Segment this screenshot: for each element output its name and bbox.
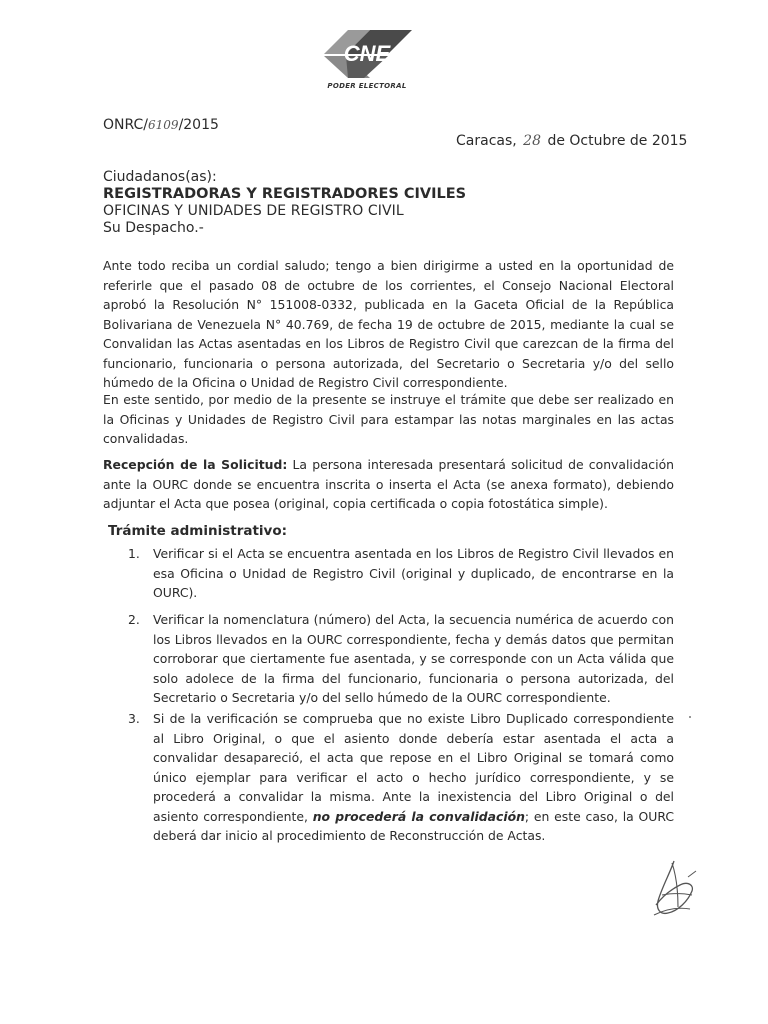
- list-item-number: 2.: [128, 612, 140, 627]
- paragraph-instruction: En este sentido, por medio de la presente se instruye el trámite que debe ser realizado en la Oficinas y Unidades de Registro Civil para estampar las notas marginales en las actas convalidadas.: [103, 392, 674, 446]
- reference-suffix: /2015: [178, 117, 219, 133]
- cne-logo: [318, 22, 416, 96]
- addressee-line1: REGISTRADORAS Y REGISTRADORES CIVILES: [103, 186, 467, 202]
- reception-text: La persona interesada presentará solicitud de convalidación ante la OURC donde se encuentra inscrita o inserta el Acta (se anexa formato), debiendo adjuntar el Acta que posea (original, copia certificada o copia fotostática simple).: [103, 457, 674, 511]
- paragraph-intro: Ante todo reciba un cordial saludo; tengo a bien dirigirme a usted en la oportunidad de referirle que el pasado 08 de octubre de los corrientes, el Consejo Nacional Electoral aprobó la Resolución N° 151008-0332, publicada en la Gaceta Oficial de la República Bolivariana de Venezuela N° 40.769, de fecha 19 de octubre de 2015, mediante la cual se Convalidan las Actas asentadas en los Libros de Registro Civil que carezcan de la firma del funcionario, funcionaria o persona autorizada, del Secretario o Secretaria y/o del sello húmedo de la Oficina o Unidad de Registro Civil correspondiente.: [103, 258, 674, 390]
- addressee-greeting: Ciudadanos(as):: [103, 169, 217, 185]
- list-item-text: Verificar si el Acta se encuentra asentada en los Libros de Registro Civil llevados en esa Oficina o Unidad de Registro Civil (original y duplicado, de encontrarse en la OURC).: [153, 546, 674, 600]
- date-handwritten-day: 28: [523, 133, 541, 149]
- logo-text: CNE: [343, 41, 391, 66]
- reference-prefix: ONRC/: [103, 117, 149, 133]
- paragraph-reception: [103, 455, 674, 514]
- list-item-text: [153, 709, 674, 846]
- list-item-text: Verificar la nomenclatura (número) del Acta, la secuencia numérica de acuerdo con los Libros llevados en la OURC correspondiente, fecha y demás datos que permitan corroborar que ciertamente fue asentada, y se corresponde con un Acta válida que solo adolece de la firma del funcionario, funcionaria o persona autorizada, del Secretario o Secretaria y/o del sello húmedo de la OURC correspondiente.: [153, 612, 674, 705]
- logo-subtitle: PODER ELECTORAL: [327, 82, 407, 90]
- cne-logo-icon: [318, 22, 416, 80]
- addressee-line2: OFICINAS Y UNIDADES DE REGISTRO CIVIL: [103, 203, 404, 219]
- date-rest: de Octubre de 2015: [547, 133, 688, 149]
- list-item-number: 3.: [128, 711, 140, 726]
- list-item-number: 1.: [128, 546, 140, 561]
- addressee-line3: Su Despacho.-: [103, 220, 204, 236]
- list-item-emphasis: no procederá la convalidación: [312, 808, 525, 824]
- date-city: Caracas,: [456, 133, 517, 149]
- section-heading: Trámite administrativo:: [108, 523, 288, 539]
- signature-icon: [648, 857, 698, 922]
- letter-date: [456, 133, 687, 149]
- addressee-block: [103, 169, 466, 237]
- reference-handwritten-number: 6109: [148, 118, 179, 132]
- scan-speck: [689, 716, 691, 718]
- reception-label: Recepción de la Solicitud:: [103, 457, 288, 472]
- list-item-text-b: ; en este caso, la OURC deberá dar inicio al procedimiento de Reconstrucción de Actas.: [153, 808, 674, 843]
- reference-number: [103, 117, 219, 133]
- list-item-text-a: Si de la verificación se comprueba que no existe Libro Duplicado correspondiente al Libro Original, o que el asiento donde debería estar asentada el acta a convalidar desapareció, el acta que repose en el Libro Original se tomará como único ejemplar para verificar el acto o hecho jurídico correspondiente, y se procederá a convalidar la misma. Ante la inexistencia del Libro Original o del asiento correspondiente,: [153, 711, 674, 824]
